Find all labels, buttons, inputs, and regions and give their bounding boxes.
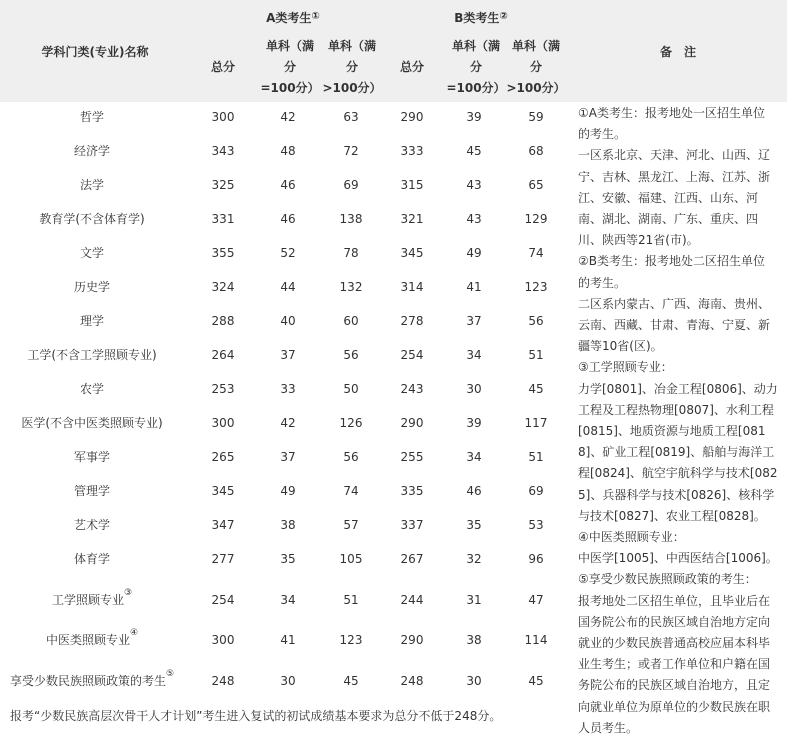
cell-a-total: 265	[211, 450, 235, 464]
remarks-line: 的考生。	[578, 127, 627, 142]
cell-a-total: 343	[211, 144, 235, 158]
cell-a-sgt: 132	[339, 280, 363, 294]
cell-a-total: 345	[211, 484, 235, 498]
cell-b-s100: 32	[466, 552, 482, 566]
cell-b-sgt: 69	[528, 484, 544, 498]
row-name: 艺术学	[73, 518, 110, 532]
table-row	[0, 406, 570, 440]
row-name: 军事学	[73, 450, 110, 464]
remarks-line: 务院公布的民族区域自治地方，且定	[578, 678, 771, 693]
table-row	[0, 542, 570, 576]
footnote-mark: ④	[129, 628, 139, 638]
row-name: 医学(不含中医类照顾专业)	[21, 416, 163, 430]
cell-a-s100: 44	[280, 280, 296, 294]
cell-b-total: 290	[400, 633, 424, 647]
table-row	[0, 623, 570, 657]
header-b-total: 总分	[399, 60, 424, 74]
remarks-line: 宁、吉林、黑龙江、上海、江苏、浙	[578, 169, 771, 184]
cell-b-s100: 39	[466, 110, 482, 124]
cell-a-sgt: 56	[343, 450, 359, 464]
cell-a-sgt: 63	[343, 110, 359, 124]
cell-a-sgt: 105	[339, 552, 363, 566]
remarks-line: 8]、矿业工程[0819]、船舶与海洋工	[578, 445, 775, 460]
cell-b-total: 255	[400, 450, 424, 464]
remarks-line: 就业的少数民族普通高校应届本科毕	[578, 636, 771, 651]
remarks-column	[578, 103, 778, 739]
header-remarks: 备 注	[659, 45, 696, 59]
cell-b-s100: 38	[466, 633, 482, 647]
remarks-line: 疆等10省(区)。	[578, 339, 663, 354]
cell-b-total: 290	[400, 416, 424, 430]
cell-b-total: 314	[400, 280, 424, 294]
remarks-line: 5]、兵器科学与技术[0826]、核科学	[578, 487, 775, 502]
remarks-line: 报考地处二区招生单位，且毕业后在	[578, 593, 771, 608]
cell-a-total: 355	[211, 246, 235, 260]
cell-b-s100: 41	[466, 280, 482, 294]
remarks-line: ①A类考生：报考地处一区招生单位	[578, 106, 765, 120]
header-a-total: 总分	[210, 60, 235, 74]
cell-a-s100: 52	[280, 246, 296, 260]
remarks-line: 程[0824]、航空宇航科学与技术[082	[578, 466, 778, 481]
cell-a-total: 288	[211, 314, 235, 328]
cell-b-sgt: 59	[528, 110, 544, 124]
cell-a-total: 331	[211, 212, 235, 226]
table-row	[0, 270, 570, 304]
cell-b-total: 244	[400, 593, 424, 607]
remarks-line: 云南、西藏、甘肃、青海、宁夏、新	[578, 318, 771, 333]
remarks-line: [0815]、地质资源与地质工程[081	[578, 424, 766, 439]
cell-b-s100: 46	[466, 484, 482, 498]
cell-b-total: 345	[400, 246, 424, 260]
remarks-line: 二区系内蒙古、广西、海南、贵州、	[578, 296, 771, 311]
header-a-single-le100: 单科（满 分 =100分）	[260, 39, 320, 95]
table-row	[0, 202, 570, 236]
header-group-b: B类考生②	[454, 11, 508, 25]
row-name: 历史学	[73, 280, 110, 294]
cell-b-sgt: 74	[528, 246, 544, 260]
cell-a-sgt: 60	[343, 314, 359, 328]
cell-a-sgt: 51	[343, 593, 359, 607]
row-name: 农学	[79, 382, 104, 396]
table-row	[0, 134, 570, 168]
remarks-line: 南、湖北、湖南、广东、重庆、四	[578, 212, 759, 227]
table-row	[0, 664, 570, 698]
cell-a-s100: 46	[280, 212, 296, 226]
footer-note: 报考“少数民族高层次骨干人才计划”考生进入复试的初试成绩基本要求为总分不低于248分。	[10, 709, 502, 723]
cell-b-total: 254	[400, 348, 424, 362]
cell-a-total: 300	[211, 416, 235, 430]
cell-b-total: 290	[400, 110, 424, 124]
table-row	[0, 474, 570, 508]
row-name: 管理学	[73, 484, 110, 498]
cell-b-sgt: 51	[528, 450, 544, 464]
table-row	[0, 508, 570, 542]
row-name: 理学	[79, 314, 104, 328]
remarks-line: 中医学[1005]、中西医结合[1006]。	[578, 551, 778, 566]
cell-a-sgt: 78	[343, 246, 359, 260]
cell-b-total: 321	[400, 212, 424, 226]
remarks-line: ⑤享受少数民族照顾政策的考生：	[578, 572, 757, 587]
cell-b-s100: 45	[466, 144, 482, 158]
footnote-mark: ⑤	[165, 669, 175, 679]
row-name: 教育学(不含体育学)	[39, 212, 145, 226]
cell-b-sgt: 56	[528, 314, 544, 328]
cell-a-s100: 42	[280, 110, 296, 124]
cell-a-total: 300	[211, 110, 235, 124]
cell-a-s100: 37	[280, 348, 296, 362]
cell-b-s100: 31	[466, 593, 482, 607]
cell-b-total: 337	[400, 518, 424, 532]
cell-a-s100: 37	[280, 450, 296, 464]
cell-b-s100: 43	[466, 178, 482, 192]
header-b-single-gt100: 单科（满 分 >100分）	[506, 39, 566, 95]
remarks-line: 向就业单位为原单位的少数民族在职	[578, 699, 771, 714]
cell-b-s100: 49	[466, 246, 482, 260]
cell-b-s100: 30	[466, 382, 482, 396]
table-row	[0, 100, 570, 134]
cell-a-s100: 30	[280, 674, 296, 688]
row-name: 体育学	[73, 552, 110, 566]
cell-b-sgt: 96	[528, 552, 544, 566]
cell-a-sgt: 56	[343, 348, 359, 362]
cell-a-total: 277	[211, 552, 235, 566]
cell-a-total: 248	[211, 674, 235, 688]
cell-b-total: 278	[400, 314, 424, 328]
header-b-single-le100: 单科（满 分 =100分）	[446, 39, 506, 95]
cell-b-s100: 43	[466, 212, 482, 226]
cell-a-s100: 42	[280, 416, 296, 430]
table-row	[0, 168, 570, 202]
cell-b-sgt: 45	[528, 382, 544, 396]
header-a-single-gt100: 单科（满 分 >100分）	[322, 39, 382, 95]
cell-b-sgt: 51	[528, 348, 544, 362]
remarks-line: 一区系北京、天津、河北、山西、辽	[578, 148, 771, 163]
table-row	[0, 304, 570, 338]
cell-b-s100: 39	[466, 416, 482, 430]
remarks-line: 与技术[0827]、农业工程[0828]。	[578, 508, 766, 523]
cell-b-sgt: 68	[528, 144, 544, 158]
cell-b-sgt: 117	[524, 416, 548, 430]
cell-b-s100: 37	[466, 314, 482, 328]
row-name: 工学(不含工学照顾专业)	[27, 348, 157, 362]
table-header	[0, 0, 787, 102]
cell-a-sgt: 50	[343, 382, 359, 396]
cell-a-total: 254	[211, 593, 235, 607]
cell-a-sgt: 123	[339, 633, 363, 647]
cell-b-sgt: 123	[524, 280, 548, 294]
cell-a-sgt: 74	[343, 484, 359, 498]
remarks-line: ④中医类照顾专业：	[578, 530, 685, 545]
cell-b-s100: 34	[466, 348, 482, 362]
cell-a-sgt: 126	[339, 416, 363, 430]
remarks-line: 人员考生。	[578, 720, 639, 735]
table-row	[0, 372, 570, 406]
remarks-line: ②B类考生：报考地处二区招生单位	[578, 254, 765, 269]
cell-b-s100: 34	[466, 450, 482, 464]
cell-b-total: 335	[400, 484, 424, 498]
cell-b-total: 267	[400, 552, 424, 566]
cell-b-sgt: 114	[524, 633, 548, 647]
cell-b-sgt: 53	[528, 518, 544, 532]
header-name-col: 学科门类(专业)名称	[41, 45, 149, 59]
cell-b-sgt: 47	[528, 593, 544, 607]
remarks-line: 川、陕西等21省(市)。	[578, 233, 699, 248]
cell-a-total: 300	[211, 633, 235, 647]
row-name: 经济学	[73, 144, 110, 158]
cell-a-s100: 48	[280, 144, 296, 158]
cell-a-total: 324	[211, 280, 235, 294]
cell-a-sgt: 45	[343, 674, 359, 688]
cell-b-total: 333	[400, 144, 424, 158]
remarks-line: 工程及工程热物理[0807]、水利工程	[578, 402, 774, 417]
remarks-line: 江、安徽、福建、江西、山东、河	[578, 190, 759, 205]
cell-b-sgt: 45	[528, 674, 544, 688]
table-row	[0, 440, 570, 474]
row-name: 中医类照顾专业④	[45, 628, 139, 647]
cell-a-sgt: 69	[343, 178, 359, 192]
cell-b-s100: 30	[466, 674, 482, 688]
remarks-line: 国务院公布的民族区域自治地方定向	[578, 614, 771, 629]
cell-a-s100: 38	[280, 518, 296, 532]
cell-b-total: 248	[400, 674, 424, 688]
cell-a-total: 325	[211, 178, 235, 192]
footnote-mark: ③	[123, 588, 133, 598]
header-group-a: A类考生①	[266, 11, 320, 25]
cell-b-sgt: 129	[524, 212, 548, 226]
cell-a-total: 347	[211, 518, 235, 532]
cell-b-s100: 35	[466, 518, 482, 532]
cell-a-s100: 35	[280, 552, 296, 566]
row-name: 享受少数民族照顾政策的考生⑤	[9, 669, 175, 688]
cell-b-sgt: 65	[528, 178, 544, 192]
remarks-line: 的考生。	[578, 275, 627, 290]
cell-a-total: 253	[211, 382, 235, 396]
remarks-line: ③工学照顾专业：	[578, 360, 673, 375]
cell-a-sgt: 72	[343, 144, 359, 158]
row-name: 法学	[79, 178, 104, 192]
remarks-line: 业生考生；或者工作单位和户籍在国	[578, 657, 771, 672]
table-row	[0, 583, 570, 617]
remarks-line: 力学[0801]、冶金工程[0806]、动力	[578, 381, 778, 396]
table-row	[0, 338, 570, 372]
cell-a-s100: 33	[280, 382, 296, 396]
row-name: 工学照顾专业③	[51, 588, 133, 607]
table-row	[0, 236, 570, 270]
cell-a-sgt: 138	[339, 212, 363, 226]
cell-a-s100: 46	[280, 178, 296, 192]
cell-b-total: 243	[400, 382, 424, 396]
row-name: 文学	[79, 246, 104, 260]
cell-a-sgt: 57	[343, 518, 359, 532]
cell-b-total: 315	[400, 178, 424, 192]
cell-a-total: 264	[211, 348, 235, 362]
cell-a-s100: 49	[280, 484, 296, 498]
row-name: 哲学	[79, 110, 104, 124]
cell-a-s100: 41	[280, 633, 296, 647]
cell-a-s100: 34	[280, 593, 296, 607]
cell-a-s100: 40	[280, 314, 296, 328]
